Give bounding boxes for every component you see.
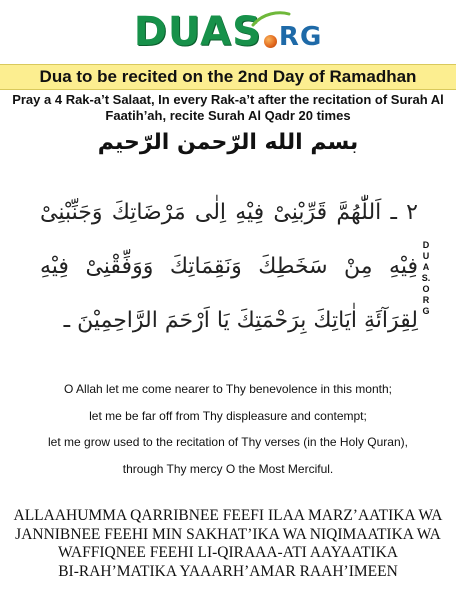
logo-wordmark xyxy=(133,9,323,55)
site-logo[interactable] xyxy=(0,0,456,64)
transliteration-line: ALLAAHUMMA QARRIBNEE FEEFI ILAA MARZ’AATIKA WA xyxy=(13,507,443,524)
transliteration-line: BI-RAH’MATIKA YAAARH’AMAR RAAH’IMEEN xyxy=(58,562,398,580)
arabic-text: اَللّٰهُمَّ قَرِّبْنِىْ فِيْهِ اِلٰى مَرْضَاتِكَ وَجَنِّبْنِىْ فِيْهِ مِنْ سَخَطِكَ وَنَقِمَاتِكَ وَوَفِّقْنِىْ فِيْهِ لِقِرَآئَةِ اٰيَاتِكَ بِرَحْمَتِكَ يَا اَرْحَمَ الرَّاحِمِيْنَ ـ xyxy=(40,200,418,333)
instruction-text: Pray a 4 Rak-a’t Salaat, In every Rak-a’t after the recitation of Surah Al Faatih’ah, recite Surah Al Qadr 20 times xyxy=(12,92,444,123)
translation-line: let me be far off from Thy displeasure and contempt; xyxy=(89,408,367,423)
dua-number: ٢ xyxy=(406,200,418,225)
globe-dot-icon xyxy=(264,35,277,48)
transliteration-line: WAFFIQNEE FEEHI LI-QIRAAA-ATI AAYAATIKA xyxy=(58,544,398,561)
arabic-dua: ٢ ـ اَللّٰهُمَّ قَرِّبْنِىْ فِيْهِ اِلٰى مَرْضَاتِكَ وَجَنِّبْنِىْ فِيْهِ مِنْ سَخَطِكَ وَنَقِمَاتِكَ وَوَفِّقْنِىْ فِيْهِ لِقِرَآئَةِ اٰيَاتِكَ بِرَحْمَتِكَ يَا اَرْحَمَ الرَّاحِمِيْنَ ـ xyxy=(40,200,418,333)
translation-line: through Thy mercy O the Most Merciful. xyxy=(122,461,334,476)
logo-tld-text: RG xyxy=(278,22,323,52)
title-bar xyxy=(0,64,456,90)
watermark: DUAS.ORG xyxy=(421,240,431,316)
translation xyxy=(0,382,456,488)
translation-line: O Allah let me come nearer to Thy benevolence in this month; xyxy=(64,382,392,396)
transliteration-line: JANNIBNEE FEEHI MIN SAKHAT’IKA WA NIQIMAATIKA WA xyxy=(15,525,441,543)
translation-line: let me grow used to the recitation of Thy verses (in the Holy Quran), xyxy=(48,435,408,449)
logo-main-text: DUAS xyxy=(133,9,262,55)
transliteration xyxy=(0,507,456,581)
bismillah-heading: بسم الله الرّحمن الرّحيم xyxy=(97,130,359,155)
swoosh-icon xyxy=(251,11,291,27)
page-title: Dua to be recited on the 2nd Day of Ramadhan xyxy=(39,67,417,86)
